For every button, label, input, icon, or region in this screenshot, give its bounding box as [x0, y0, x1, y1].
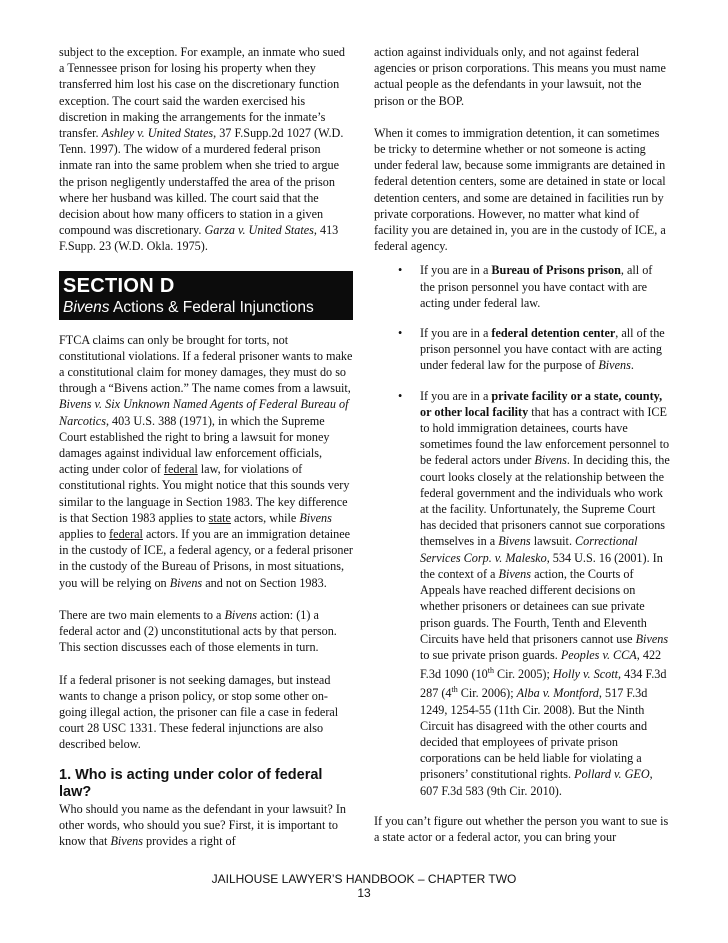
bullet-icon: •: [398, 388, 403, 403]
bullet-private-facility: [374, 388, 670, 799]
section-banner: [59, 271, 353, 320]
bullet-text: If you are in a Bureau of Prisons prison, all of the prison personnel you have contact with are acting under federal law.: [420, 263, 653, 310]
facility-bullet-list: [374, 262, 670, 798]
left-column: [59, 44, 353, 849]
paragraph-state-or-federal: If you can’t figure out whether the person you want to sue is a state actor or a federal actor, you can bring your: [374, 813, 669, 845]
page-number: 13: [357, 886, 371, 900]
paragraph-who-to-sue: Who should you name as the defendant in your lawsuit? In other words, who should you sue? First, it is important to know that Bivens provides a right of: [59, 801, 347, 848]
paragraph-immigration-detention: When it comes to immigration detention, it can sometimes be tricky to determine whether or not someone is acting under federal law, because some immigrants are detained in federal detention centers, some are detained in state or local detention centers, and some are detained in facilities run by private corporations. However, no matter what kind of facility you are detained in, you are in the custody of ICE, a federal agency.: [374, 125, 666, 254]
bullet-text: If you are in a private facility or a state, county, or other local facility that has a contract with ICE to hold immigration detainees, courts have sometimes found the law enforcement personnel to be federal actors under Bivens. In deciding this, the court looks closely at the relationship between the federal government and the individuals who work at the facility. Unfortunately, the Supreme Court has decided that prisoners cannot sue corporations themselves in a Bivens lawsuit. Correctional Services Corp. v. Malesko, 534 U.S. 16 (2001). In the context of a Bivens action, the Courts of Appeals have reached different decisions on whether prisoners or detainees can sue private prison guards. The Fourth, Tenth and Eleventh Circuits have held that prisoners cannot use Bivens to sue private prison guards. Peoples v. CCA, 422 F.3d 1090 (10th Cir. 2005); Holly v. Scott, 434 F.3d 287 (4th Cir. 2006); Alba v. Montford, 517 F.3d 1249, 1254-55 (11th Cir. 2008). But the Ninth Circuit has disagreed with the other courts and decided that employees of private prison corporations can be held liable for violating a prisoners’ constitutional rights. Pollard v. GEO, 607 F.3d 583 (9th Cir. 2010).: [420, 388, 670, 798]
bullet-text: If you are in a federal detention center, all of the prison personnel you have contact with are acting under federal law for the purpose of Bivens.: [420, 326, 665, 373]
section-subtitle: [63, 298, 349, 317]
right-column: [374, 44, 670, 845]
bullet-bop-prison: [374, 262, 670, 311]
section-subtitle-italic: Bivens: [63, 298, 110, 316]
bullet-federal-detention: [374, 325, 670, 374]
footer-title: JAILHOUSE LAWYER’S HANDBOOK – CHAPTER TWO: [211, 872, 517, 886]
section-title: SECTION D: [63, 274, 175, 297]
paragraph-discretionary-exception: subject to the exception. For example, an inmate who sued a Tennessee prison for losing his property when they transferred him lost his case on the discretionary function exception. The court said the warden exercised his discretion in making the arrangements for the inmate’s transfer. Ashley v. United States, 37 F.Supp.2d 1027 (W.D. Tenn. 1997). The widow of a murdered federal prison inmate ran into the same problem when she tried to argue the prison negligently understaffed the area of the prison where her husband was killed. The court said that the decision about how many officers to station in a given compound was discretionary. Garza v. United States, 413 F.Supp. 23 (W.D. Okla. 1975).: [59, 45, 345, 254]
subsection-heading: 1. Who is acting under color of federal law?: [59, 766, 323, 800]
paragraph-two-elements: There are two main elements to a Bivens action: (1) a federal actor and (2) unconstitutional acts by that person. This section discusses each of those elements in turn.: [59, 607, 337, 655]
paragraph-individuals-only: action against individuals only, and not against federal agencies or prison corporations. This means you must name actual people as the defendants in your lawsuit, not the prison or the BOP.: [374, 45, 666, 108]
bullet-icon: •: [398, 326, 403, 341]
bullet-icon: •: [398, 263, 403, 278]
paragraph-federal-injunctions: If a federal prisoner is not seeking damages, but instead wants to change a prison policy, or stop some other on-going illegal action, the prisoner can file a case in federal court 28 USC 1331. These federal injunctions are also described below.: [59, 672, 339, 752]
section-subtitle-rest: Actions & Federal Injunctions: [109, 298, 314, 316]
paragraph-ftca-bivens: FTCA claims can only be brought for torts, not constitutional violations. If a federal prisoner wants to make a constitutional claim for money damages, they must do so through a “Bivens action.” The name comes from a lawsuit, Bivens v. Six Unknown Named Agents of Federal Bureau of Narcotics, 403 U.S. 388 (1971), in which the Supreme Court established the right to bring a lawsuit for money damages against individual law enforcement officials, acting under color of federal law, for violations of constitutional rights. You might notice that this sounds very similar to the language in Section 1983. The key difference is that Section 1983 applies to state actors, while Bivens applies to federal actors. If you are an immigration detainee in the custody of ICE, a federal agency, or a federal prisoner in the custody of the Bureau of Prisons, in most situations, you will be relying on Bivens and not on Section 1983.: [59, 332, 353, 590]
